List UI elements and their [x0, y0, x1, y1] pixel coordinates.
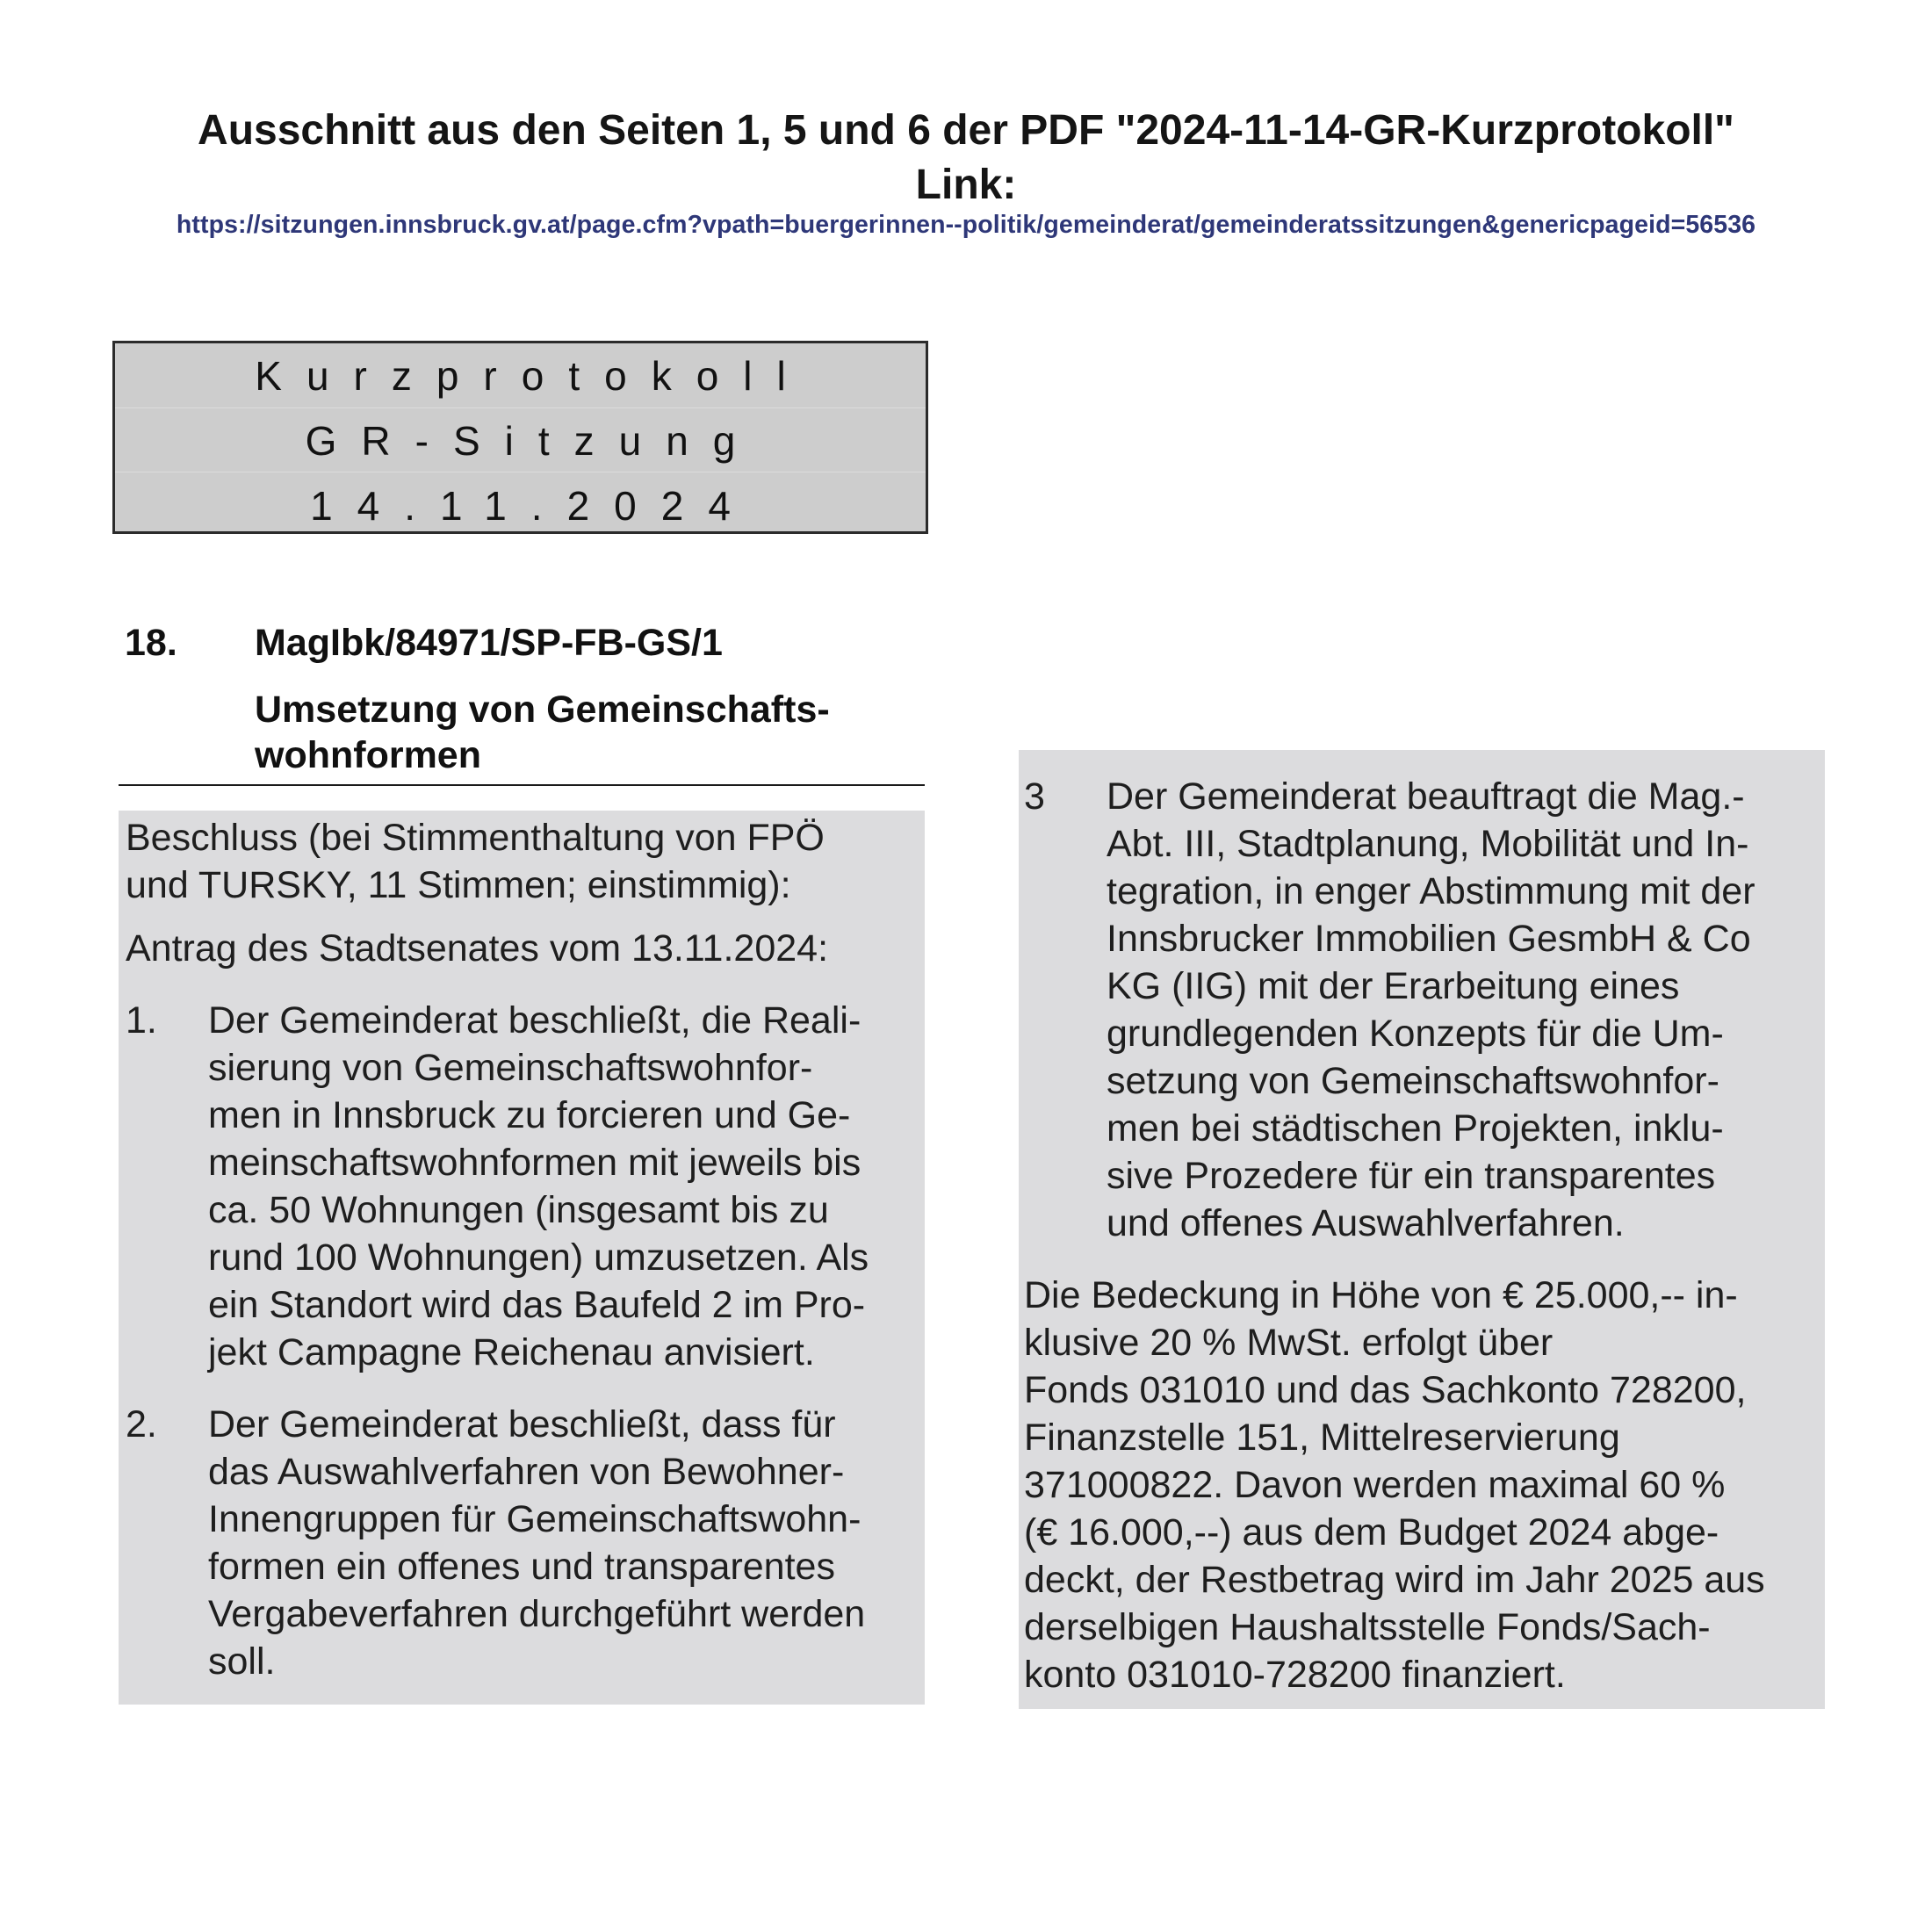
agenda-item-code: MagIbk/84971/SP-FB-GS/1 — [255, 622, 723, 664]
heading-line-2: Link: — [915, 162, 1017, 208]
funding-line: konto 031010-728200 finanziert. — [1024, 1654, 1566, 1696]
item-2-line: formen ein offenes und transparentes — [208, 1546, 835, 1588]
protocol-title-box — [112, 341, 928, 534]
resolution-panel-left — [119, 811, 925, 1705]
title-box-line-2: GR-Sitzung — [305, 418, 761, 464]
agenda-divider — [119, 784, 925, 786]
item-3-line: men bei städtischen Projekten, inklu- — [1107, 1107, 1724, 1150]
agenda-item-title — [255, 687, 922, 778]
item-2-number: 2. — [126, 1403, 157, 1445]
item-2-line: soll. — [208, 1640, 276, 1683]
agenda-title-line: wohnformen — [255, 734, 481, 776]
item-2-line: Der Gemeinderat beschließt, dass für — [208, 1403, 836, 1445]
antrag-line: Antrag des Stadtsenates vom 13.11.2024: — [126, 927, 829, 970]
item-2-line: Innengruppen für Gemeinschaftswohn- — [208, 1498, 861, 1540]
beschluss-line: Beschluss (bei Stimmenthaltung von FPÖ — [126, 817, 825, 859]
item-3-line: grundlegenden Konzepts für die Um- — [1107, 1013, 1724, 1055]
funding-line: klusive 20 % MwSt. erfolgt über — [1024, 1322, 1554, 1364]
item-2-line: Vergabeverfahren durchgeführt werden — [208, 1593, 866, 1635]
item-3-line: Abt. III, Stadtplanung, Mobilität und In- — [1107, 823, 1749, 865]
item-3-line: Innsbrucker Immobilien GesmbH & Co — [1107, 918, 1751, 960]
title-box-line-1: Kurzprotokoll — [255, 353, 811, 399]
agenda-item-number: 18. — [125, 622, 177, 664]
resolution-panel-right — [1019, 750, 1825, 1709]
item-1-line: sierung von Gemeinschaftswohnfor- — [208, 1047, 813, 1089]
item-3-line: tegration, in enger Abstimmung mit der — [1107, 870, 1755, 912]
funding-line: 371000822. Davon werden maximal 60 % — [1024, 1464, 1726, 1506]
item-1-line: jekt Campagne Reichenau anvisiert. — [208, 1331, 815, 1373]
funding-line: derselbigen Haushaltsstelle Fonds/Sach- — [1024, 1606, 1711, 1648]
item-3-line: setzung von Gemeinschaftswohnfor- — [1107, 1060, 1719, 1102]
funding-line: Die Bedeckung in Höhe von € 25.000,-- in- — [1024, 1274, 1738, 1316]
funding-line: Fonds 031010 und das Sachkonto 728200, — [1024, 1369, 1747, 1411]
funding-line: Finanzstelle 151, Mittelreservierung — [1024, 1417, 1620, 1459]
item-3-number: 3 — [1024, 775, 1045, 818]
item-1-line: meinschaftswohnformen mit jeweils bis — [208, 1142, 861, 1184]
heading-line-1: Ausschnitt aus den Seiten 1, 5 und 6 der PDF "2024-11-14-GR-Kurzprotokoll" — [198, 107, 1734, 154]
item-2-line: das Auswahlverfahren von Bewohner- — [208, 1451, 845, 1493]
item-3-line: Der Gemeinderat beauftragt die Mag.- — [1107, 775, 1745, 818]
funding-line: (€ 16.000,--) aus dem Budget 2024 abge- — [1024, 1511, 1719, 1554]
source-link[interactable]: https://sitzungen.innsbruck.gv.at/page.cfm?vpath=buergerinnen--politik/gemeinderat/gemeinderatssitzungen&genericpageid=56536 — [176, 211, 1756, 239]
item-1-line: men in Innsbruck zu forcieren und Ge- — [208, 1094, 851, 1136]
beschluss-line: und TURSKY, 11 Stimmen; einstimmig): — [126, 864, 791, 906]
title-box-line-3: 14.11.2024 — [310, 483, 755, 529]
document-heading — [0, 104, 1932, 213]
item-1-line: Der Gemeinderat beschließt, die Reali- — [208, 999, 861, 1042]
title-box-divider — [115, 407, 926, 408]
item-3-line: sive Prozedere für ein transparentes — [1107, 1155, 1716, 1197]
item-1-number: 1. — [126, 999, 157, 1042]
item-3-line: KG (IIG) mit der Erarbeitung eines — [1107, 965, 1680, 1007]
agenda-title-line: Umsetzung von Gemeinschafts- — [255, 688, 830, 731]
item-1-line: ca. 50 Wohnungen (insgesamt bis zu — [208, 1189, 829, 1231]
funding-line: deckt, der Restbetrag wird im Jahr 2025 aus — [1024, 1559, 1765, 1601]
item-3-line: und offenes Auswahlverfahren. — [1107, 1202, 1625, 1244]
item-1-line: rund 100 Wohnungen) umzusetzen. Als — [208, 1236, 869, 1279]
item-1-line: ein Standort wird das Baufeld 2 im Pro- — [208, 1284, 866, 1326]
